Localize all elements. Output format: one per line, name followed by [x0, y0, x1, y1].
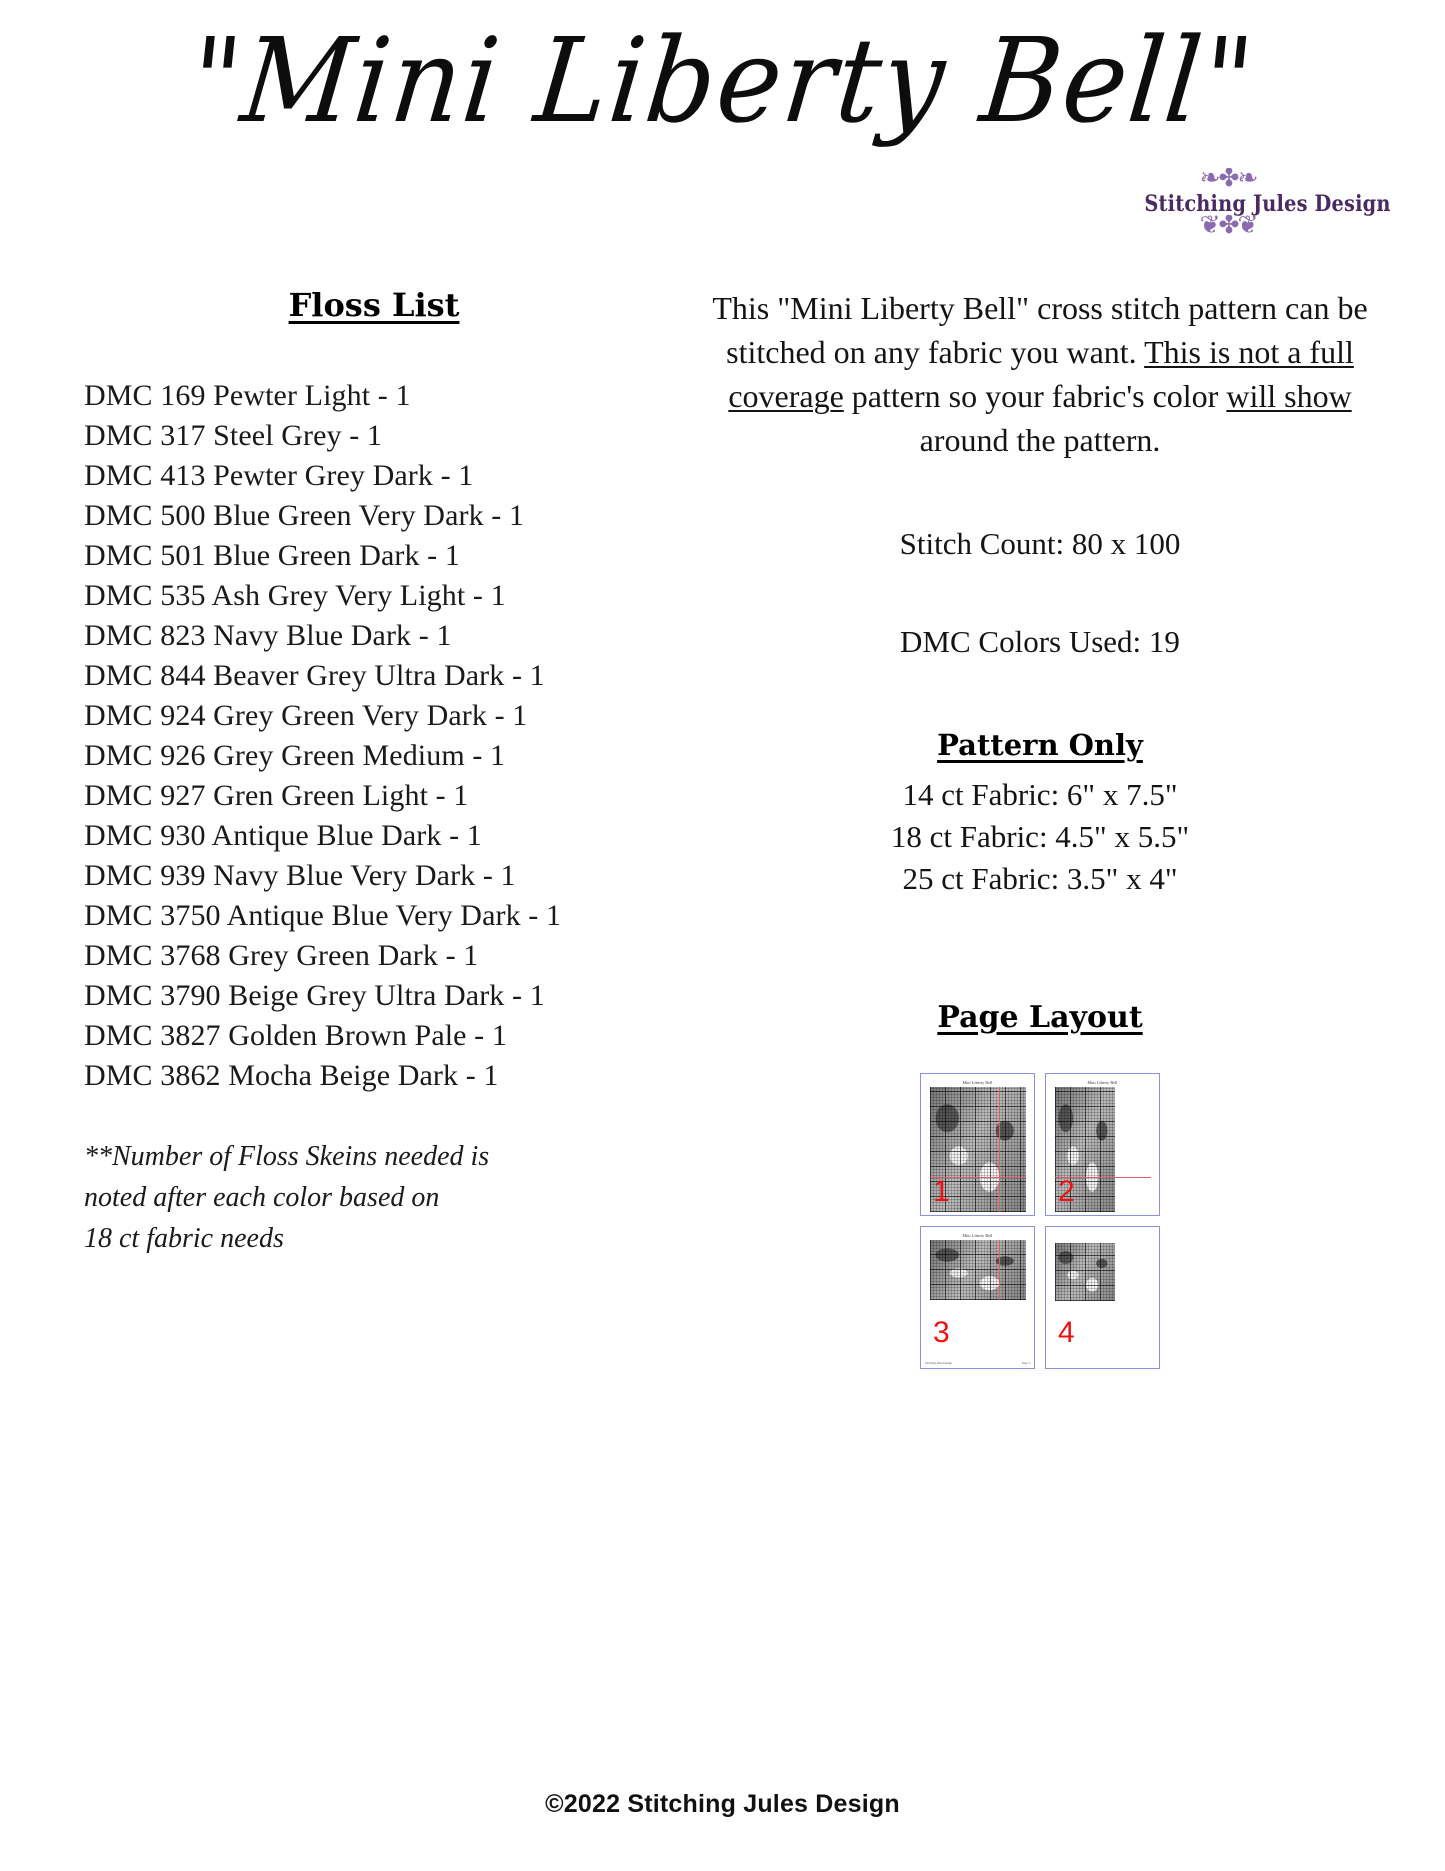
floss-list	[84, 376, 664, 1096]
stitch-count: Stitch Count: 80 x 100	[899, 526, 1181, 561]
thumbnail-page-number: 3	[933, 1316, 950, 1349]
thumbnail-chart-title: Mini Liberty Bell	[962, 1233, 993, 1238]
flourish-top-icon: ❧✤❧	[1199, 168, 1257, 192]
floss-item: DMC 169 Pewter Light - 1	[84, 379, 411, 412]
center-line-vertical	[999, 1087, 1000, 1212]
details-column	[700, 286, 1380, 1369]
floss-item: DMC 844 Beaver Grey Ultra Dark - 1	[84, 659, 545, 692]
description-part-3: around the pattern.	[919, 422, 1161, 458]
flourish-bottom-icon: ❦✤❦	[1199, 215, 1257, 239]
center-line-vertical	[999, 1240, 1000, 1300]
floss-item: DMC 500 Blue Green Very Dark - 1	[84, 499, 525, 532]
thumbnail-page-number: 1	[933, 1175, 950, 1208]
floss-list-heading: Floss List	[288, 286, 460, 324]
page-layout-heading: Page Layout	[937, 1000, 1143, 1035]
thumbnail-page-number: 2	[1058, 1175, 1075, 1208]
thumbnail-page-number: 4	[1058, 1316, 1075, 1349]
dmc-colors-used: DMC Colors Used: 19	[900, 624, 1180, 659]
pattern-only-heading: Pattern Only	[937, 728, 1143, 762]
floss-note-line: **Number of Floss Skeins needed is	[84, 1141, 490, 1172]
page-layout-block	[700, 1000, 1380, 1369]
pattern-only-block	[700, 728, 1380, 900]
description-underlined-2: will show	[1226, 378, 1352, 414]
fabric-size-14ct: 14 ct Fabric: 6" x 7.5"	[902, 777, 1178, 812]
floss-item: DMC 501 Blue Green Dark - 1	[84, 539, 460, 572]
floss-item: DMC 535 Ash Grey Very Light - 1	[84, 579, 506, 612]
floss-item: DMC 924 Grey Green Very Dark - 1	[84, 699, 528, 732]
floss-item: DMC 3750 Antique Blue Very Dark - 1	[84, 899, 562, 932]
floss-item: DMC 413 Pewter Grey Dark - 1	[84, 459, 474, 492]
floss-skeins-note	[84, 1136, 664, 1259]
floss-note-line: noted after each color based on	[84, 1182, 440, 1213]
fabric-size-25ct: 25 ct Fabric: 3.5" x 4"	[902, 861, 1178, 896]
thumbnail-chart-grid	[930, 1240, 1026, 1300]
page-layout-thumbnails	[920, 1073, 1160, 1369]
description-part-1: This "Mini Liberty Bell" cross stitch pattern can be stitched on any fabric you want.	[712, 290, 1368, 370]
page-title-container	[0, 13, 1445, 149]
floss-item: DMC 3768 Grey Green Dark - 1	[84, 939, 479, 972]
floss-item: DMC 317 Steel Grey - 1	[84, 419, 382, 452]
fabric-size-18ct: 18 ct Fabric: 4.5" x 5.5"	[890, 819, 1190, 854]
floss-item: DMC 3827 Golden Brown Pale - 1	[84, 1019, 507, 1052]
thumbnail-chart-title: Mini Liberty Bell	[962, 1080, 993, 1085]
thumbnail-footer-right: Page 3	[1021, 1361, 1030, 1365]
floss-item: DMC 823 Navy Blue Dark - 1	[84, 619, 452, 652]
floss-item: DMC 3862 Mocha Beige Dark - 1	[84, 1059, 499, 1092]
page-thumbnail-3[interactable]	[920, 1226, 1035, 1369]
brand-logo	[1133, 168, 1391, 245]
thumbnail-footer-left: Stitching Jules Design	[925, 1361, 952, 1365]
thumbnail-chart-grid	[1055, 1243, 1115, 1301]
floss-list-column	[84, 286, 664, 1259]
page-thumbnail-2[interactable]	[1045, 1073, 1160, 1216]
description-part-2: pattern so your fabric's color	[843, 378, 1227, 414]
floss-item: DMC 3790 Beige Grey Ultra Dark - 1	[84, 979, 545, 1012]
description-underlined-1: This is not a full coverage	[728, 334, 1354, 414]
floss-item: DMC 927 Gren Green Light - 1	[84, 779, 469, 812]
floss-item: DMC 930 Antique Blue Dark - 1	[84, 819, 482, 852]
copyright-footer: ©2022 Stitching Jules Design	[545, 1790, 900, 1818]
floss-item: DMC 926 Grey Green Medium - 1	[84, 739, 506, 772]
page-thumbnail-4[interactable]	[1045, 1226, 1160, 1369]
thumbnail-chart-title: Mini Liberty Bell	[1087, 1080, 1118, 1085]
floss-item: DMC 939 Navy Blue Very Dark - 1	[84, 859, 516, 892]
brand-name: Stitching Jules Design	[1144, 191, 1391, 217]
page-title: "Mini Liberty Bell"	[183, 13, 1262, 149]
pattern-description	[700, 286, 1380, 462]
page-thumbnail-1[interactable]	[920, 1073, 1035, 1216]
floss-note-line: 18 ct fabric needs	[84, 1223, 284, 1254]
